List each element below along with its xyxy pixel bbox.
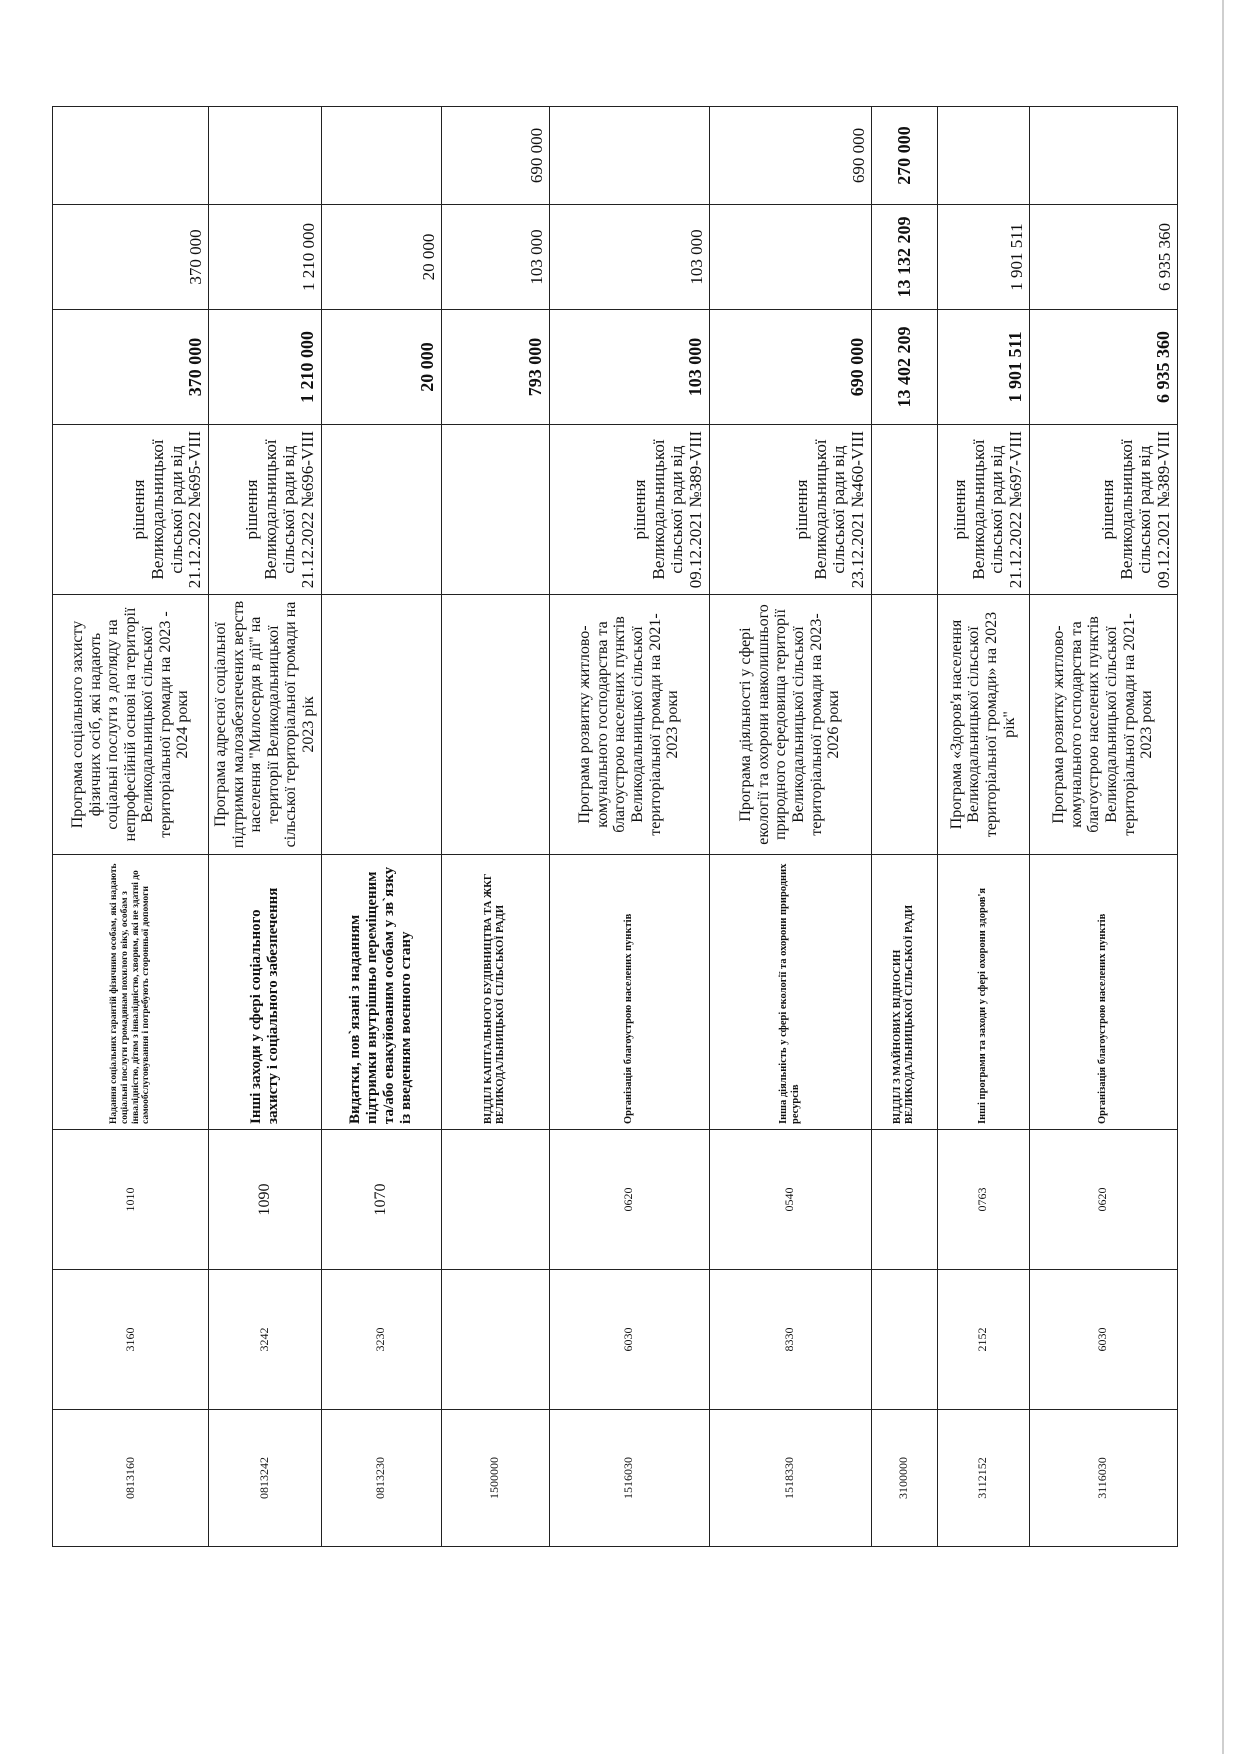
program-code-cell: 1500000 <box>441 1410 549 1547</box>
fkvk-code-cell: 1010 <box>53 1130 209 1270</box>
fkvk-code-cell: 0763 <box>937 1130 1029 1270</box>
fkvk-code-cell: 1090 <box>209 1130 322 1270</box>
total-amount-cell: 103 000 <box>549 310 709 425</box>
tpkvk-code-cell <box>871 1270 937 1410</box>
fkvk-code-cell <box>871 1130 937 1270</box>
general-fund-cell: 13 132 209 <box>871 205 937 310</box>
general-fund-cell: 1 901 511 <box>937 205 1029 310</box>
table-row <box>549 107 709 1547</box>
fkvk-code-cell: 0620 <box>549 1130 709 1270</box>
program-name-cell: Інші заходи у сфері соціального захисту і соціального забезпечення <box>209 855 322 1130</box>
program-name-cell: ВІДДІЛ З МАЙНОВИХ ВІДНОСИН ВЕЛИКОДАЛЬНИЦЬКОЇ СІЛЬСЬКОЇ РАДИ <box>871 855 937 1130</box>
decision-cell <box>321 425 441 595</box>
program-code-cell: 0813242 <box>209 1410 322 1547</box>
table-row <box>321 107 441 1547</box>
table-row <box>709 107 871 1547</box>
total-amount-cell: 13 402 209 <box>871 310 937 425</box>
program-code-cell: 3116030 <box>1029 1410 1177 1547</box>
total-amount-cell: 20 000 <box>321 310 441 425</box>
fkvk-code-cell: 0540 <box>709 1130 871 1270</box>
fkvk-code-cell: 1070 <box>321 1130 441 1270</box>
special-fund-cell <box>53 107 209 205</box>
general-fund-cell: 103 000 <box>549 205 709 310</box>
tpkvk-code-cell: 3242 <box>209 1270 322 1410</box>
tpkvk-code-cell <box>441 1270 549 1410</box>
total-amount-cell: 690 000 <box>709 310 871 425</box>
program-code-cell: 0813160 <box>53 1410 209 1547</box>
general-fund-cell: 20 000 <box>321 205 441 310</box>
general-fund-cell <box>709 205 871 310</box>
fkvk-code-cell <box>441 1130 549 1270</box>
local-program-cell: Програма «Здоров'я населення Великодальницької сільської територіальної громади» на 2023 рік" <box>937 595 1029 855</box>
fkvk-code-cell: 0620 <box>1029 1130 1177 1270</box>
special-fund-cell <box>549 107 709 205</box>
total-amount-cell: 1 901 511 <box>937 310 1029 425</box>
table-row <box>871 107 937 1547</box>
tpkvk-code-cell: 2152 <box>937 1270 1029 1410</box>
table-row <box>937 107 1029 1547</box>
local-program-cell: Програма розвитку житлово-комунального господарства та благоустрою населених пунктів Великодальницької сільської територіальної громади на 2021-2023 роки <box>1029 595 1177 855</box>
table-row <box>441 107 549 1547</box>
tpkvk-code-cell: 3160 <box>53 1270 209 1410</box>
special-fund-cell: 690 000 <box>441 107 549 205</box>
program-code-cell: 1518330 <box>709 1410 871 1547</box>
program-code-cell: 0813230 <box>321 1410 441 1547</box>
program-code-cell: 1516030 <box>549 1410 709 1547</box>
program-name-cell: Інші програми та заходи у сфері охорони здоров'я <box>937 855 1029 1130</box>
total-amount-cell: 793 000 <box>441 310 549 425</box>
page-edge <box>1222 0 1224 1754</box>
program-name-cell: Видатки, пов`язані з наданням підтримки внутрішньо переміщеним та/або евакуйованим особам у зв`язку із введенням воєнного стану <box>321 855 441 1130</box>
program-code-cell: 3100000 <box>871 1410 937 1547</box>
local-program-cell: Програма розвитку житлово-комунального господарства та благоустрою населених пунктів Великодальницької сільської територіальної громади на 2021-2023 роки <box>549 595 709 855</box>
special-fund-cell: 690 000 <box>709 107 871 205</box>
decision-cell <box>441 425 549 595</box>
special-fund-cell <box>321 107 441 205</box>
special-fund-cell <box>1029 107 1177 205</box>
local-program-cell <box>321 595 441 855</box>
budget-programs-table <box>52 106 1178 1547</box>
general-fund-cell: 6 935 360 <box>1029 205 1177 310</box>
table-row <box>53 107 209 1547</box>
general-fund-cell: 1 210 000 <box>209 205 322 310</box>
local-program-cell <box>871 595 937 855</box>
table-row <box>209 107 322 1547</box>
local-program-cell: Програма соціального захисту фізичних осіб, які надають соціальні послуги з догляду на непрофесійній основі на території Великодальницької сільської територіальної громади на 2023 - 2024 роки <box>53 595 209 855</box>
tpkvk-code-cell: 6030 <box>1029 1270 1177 1410</box>
local-program-cell: Програма діяльності у сфері екології та охорони навколишнього природного середовища території Великодальницької сільської територіальної громади на 2023-2026 роки <box>709 595 871 855</box>
decision-cell: рішення Великодальницької сільської ради від 09.12.2021 №389-VIII <box>1029 425 1177 595</box>
general-fund-cell: 103 000 <box>441 205 549 310</box>
general-fund-cell: 370 000 <box>53 205 209 310</box>
total-amount-cell: 6 935 360 <box>1029 310 1177 425</box>
local-program-cell <box>441 595 549 855</box>
program-code-cell: 3112152 <box>937 1410 1029 1547</box>
program-name-cell: Інша діяльність у сфері екології та охорони природних ресурсів <box>709 855 871 1130</box>
special-fund-cell: 270 000 <box>871 107 937 205</box>
special-fund-cell <box>209 107 322 205</box>
decision-cell: рішення Великодальницької сільської ради від 21.12.2022 №697-VIII <box>937 425 1029 595</box>
tpkvk-code-cell: 8330 <box>709 1270 871 1410</box>
decision-cell: рішення Великодальницької сільської ради від 21.12.2022 №695-VIII <box>53 425 209 595</box>
total-amount-cell: 370 000 <box>53 310 209 425</box>
decision-cell: рішення Великодальницької сільської ради від 09.12.2021 №389-VIII <box>549 425 709 595</box>
rotated-table-container <box>52 107 1172 1547</box>
decision-cell <box>871 425 937 595</box>
tpkvk-code-cell: 3230 <box>321 1270 441 1410</box>
program-name-cell: Організація благоустрою населених пунктів <box>1029 855 1177 1130</box>
total-amount-cell: 1 210 000 <box>209 310 322 425</box>
local-program-cell: Програма адресної соціальної підтримки малозабезпечених верств населення "Милосердя в дії" на території Великодальницької сільської територіальної громади на 2023 рік <box>209 595 322 855</box>
tpkvk-code-cell: 6030 <box>549 1270 709 1410</box>
decision-cell: рішення Великодальницької сільської ради від 23.12.2021 №460-VIII <box>709 425 871 595</box>
table-row <box>1029 107 1177 1547</box>
program-name-cell: Надання соціальних гарантій фізичним особам, які надають соціальні послуги громадянам похилого віку, особам з інвалідністю, дітям з інвалідністю, хворим, які не здатні до самообслуговування і потребують сторонньої допомоги <box>53 855 209 1130</box>
program-name-cell: Організація благоустрою населених пунктів <box>549 855 709 1130</box>
decision-cell: рішення Великодальницької сільської ради від 21.12.2022 №696-VIII <box>209 425 322 595</box>
program-name-cell: ВІДДІЛ КАПІТАЛЬНОГО БУДІВНИЦТВА ТА ЖКГ ВЕЛИКОДАЛЬНИЦЬКОЇ СІЛЬСЬКОЇ РАДИ <box>441 855 549 1130</box>
special-fund-cell <box>937 107 1029 205</box>
